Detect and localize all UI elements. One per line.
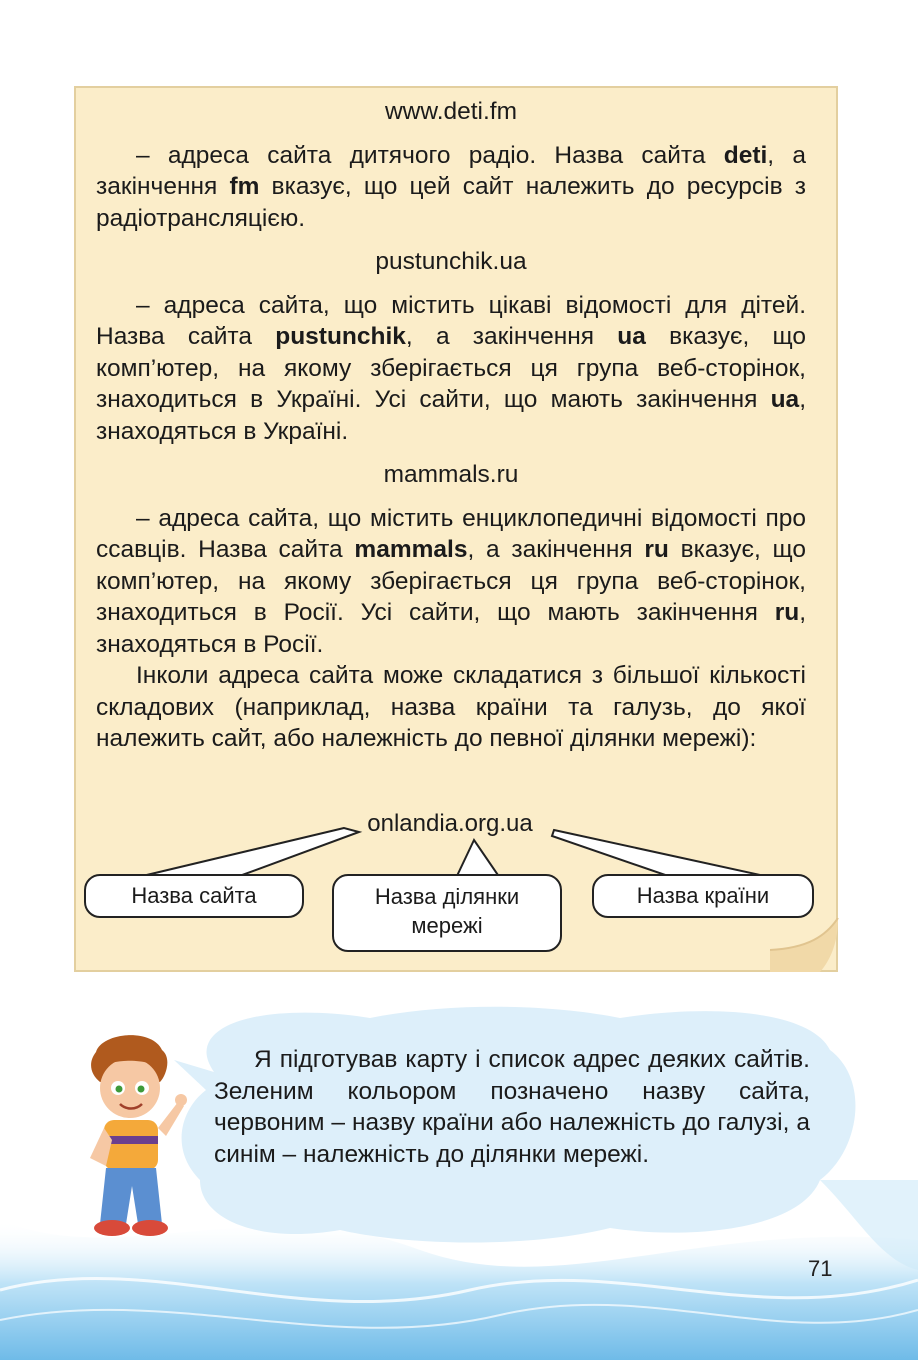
box-country-name bbox=[592, 874, 814, 918]
box-network-section bbox=[332, 874, 562, 952]
speech-text: Я підготував карту і список адрес деяких сайтів. Зеленим кольором позначено назву сайта, червоним – назву країни або належність до галузі, а синім – належність до ділянки мережі. bbox=[214, 1046, 810, 1168]
url-mammals: mammals.ru bbox=[383, 461, 519, 488]
box-network-label-1: Назва ділянки bbox=[374, 884, 520, 909]
box-country-name-label: Назва країни bbox=[636, 883, 770, 908]
url-deti: www.deti.fm bbox=[384, 98, 518, 125]
page-number: 71 bbox=[808, 1256, 833, 1281]
box-network-label-2: мережі bbox=[411, 913, 483, 938]
main-text bbox=[96, 96, 806, 767]
boy-character-illustration bbox=[66, 1028, 196, 1240]
paragraph-mammals: – адреса сайта, що містить енциклопедичні відомості про ссавців. Назва сайта mammals, а закінчення ru вказує, що комп’ютер, на якому зберігається ця група веб-сторінок, знаходиться в Росії. Усі сайти, що мають закінчення ru, знаходяться в Росії. bbox=[96, 504, 806, 658]
paragraph-pustunchik: – адреса сайта, що містить цікаві відомості для дітей. Назва сайта pustunchik, а закінчення ua вказує, що комп’ютер, на якому зберігається ця група веб-сторінок, знаходиться в Україні. Усі сайти, що мають закінчення ua, знаходяться в Україні. bbox=[96, 291, 806, 445]
paragraph-deti: – адреса сайта дитячого радіо. Назва сайта deti, а закінчення fm вказує, що цей сайт належить до ресурсів з радіотрансляцією. bbox=[96, 141, 807, 232]
box-site-name bbox=[84, 874, 304, 918]
diagram-url: onlandia.org.ua bbox=[367, 810, 533, 837]
box-site-name-label: Назва сайта bbox=[131, 883, 257, 908]
paragraph-complex-address: Інколи адреса сайта може складатися з більшої кількості складових (наприклад, назва країни та галузь, до якої належить сайт, або належність до певної ділянки мережі): bbox=[96, 662, 806, 752]
address-diagram bbox=[74, 806, 838, 976]
url-pustunchik: pustunchik.ua bbox=[375, 248, 527, 275]
